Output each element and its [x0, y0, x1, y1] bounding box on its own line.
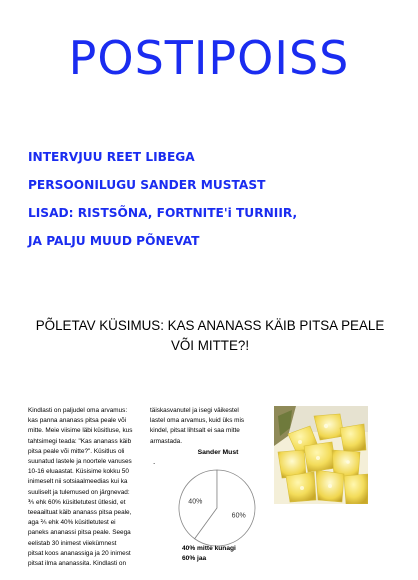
- column1-line: pitsat ilma ananassita. Kindlasti on: [28, 560, 127, 568]
- article-column-1: [28, 406, 145, 578]
- legend-item-no: 40% mitte kunagi: [182, 545, 236, 552]
- column1-line: mitte. Meie viisime läbi küsitluse, kus: [28, 427, 133, 435]
- chart-legend: [182, 544, 282, 564]
- column1-line: kas panna ananass pitsa peale või: [28, 417, 127, 425]
- headline-line-1: PÕLETAV KÜSIMUS: KAS ANANASS KÄIB PITSA PEALE: [35, 318, 385, 333]
- column1-line: eelistab 30 inimest viiekümnest: [28, 539, 117, 547]
- highlight-profile: PERSOONILUGU SANDER MUSTAST: [28, 178, 266, 192]
- column1-line: ⅗ ehk 60% küsitletutest ütlesid, et: [28, 498, 126, 506]
- column1-line: inimeselt nii sotsiaalmeedias kui ka: [28, 478, 128, 486]
- column1-line: suuliselt ja tulemused on järgnevad:: [28, 488, 130, 496]
- chart-title: Sander Must: [197, 449, 239, 456]
- column1-line: Kindlasti on paljudel oma arvamus:: [28, 407, 128, 414]
- pineapple-photo: [274, 406, 368, 504]
- pie-chart-svg: [175, 466, 259, 550]
- article-headline: [20, 316, 400, 356]
- stray-dot: .: [153, 457, 156, 466]
- column1-line: 10-16 eluaastat. Küsisime kokku 50: [28, 468, 129, 476]
- highlight-interview: INTERVJUU REET LIBEGA: [28, 150, 195, 164]
- highlight-extras: LISAD: RISTSÕNA, FORTNITE'i TURNIIR,: [28, 206, 298, 220]
- column2-line: täiskasvanutel ja isegi väikestel: [150, 407, 239, 414]
- highlights-list: [28, 148, 398, 260]
- column1-line: paneks ananassi pitsa peale. Seega: [28, 529, 131, 537]
- legend-item-yes: 60% jaa: [182, 555, 207, 562]
- column1-line: pitsa peale või mitte?". Küsitlus oli: [28, 447, 125, 455]
- pie-slice-label: 40%: [188, 498, 203, 506]
- column1-line: pitsat koos ananassiga ja 20 inimest: [28, 549, 131, 557]
- article-column-2: [150, 406, 263, 447]
- column2-line: kindel, pitsat lihtsalt ei saa mitte: [150, 427, 240, 435]
- column1-line: suunatud lastele ja noortele vanuses: [28, 458, 132, 466]
- column2-line: lastel oma arvamus, kuid üks mis: [150, 417, 245, 425]
- column1-line: tahtsimegi teada: "Kas ananass käib: [28, 437, 132, 445]
- highlight-more: JA PALJU MUUD PÕNEVAT: [28, 234, 200, 248]
- headline-line-2: VÕI MITTE?!: [170, 338, 250, 353]
- newsletter-title: POSTIPOISS: [68, 31, 350, 85]
- pie-slice-label: 60%: [231, 512, 246, 520]
- column1-line: teeaailtuat käib ananass pitsa peale,: [28, 509, 132, 517]
- column1-line: aga ⅖ ehk 40% küsitletutest ei: [28, 519, 116, 527]
- column2-line: armastada.: [150, 437, 182, 445]
